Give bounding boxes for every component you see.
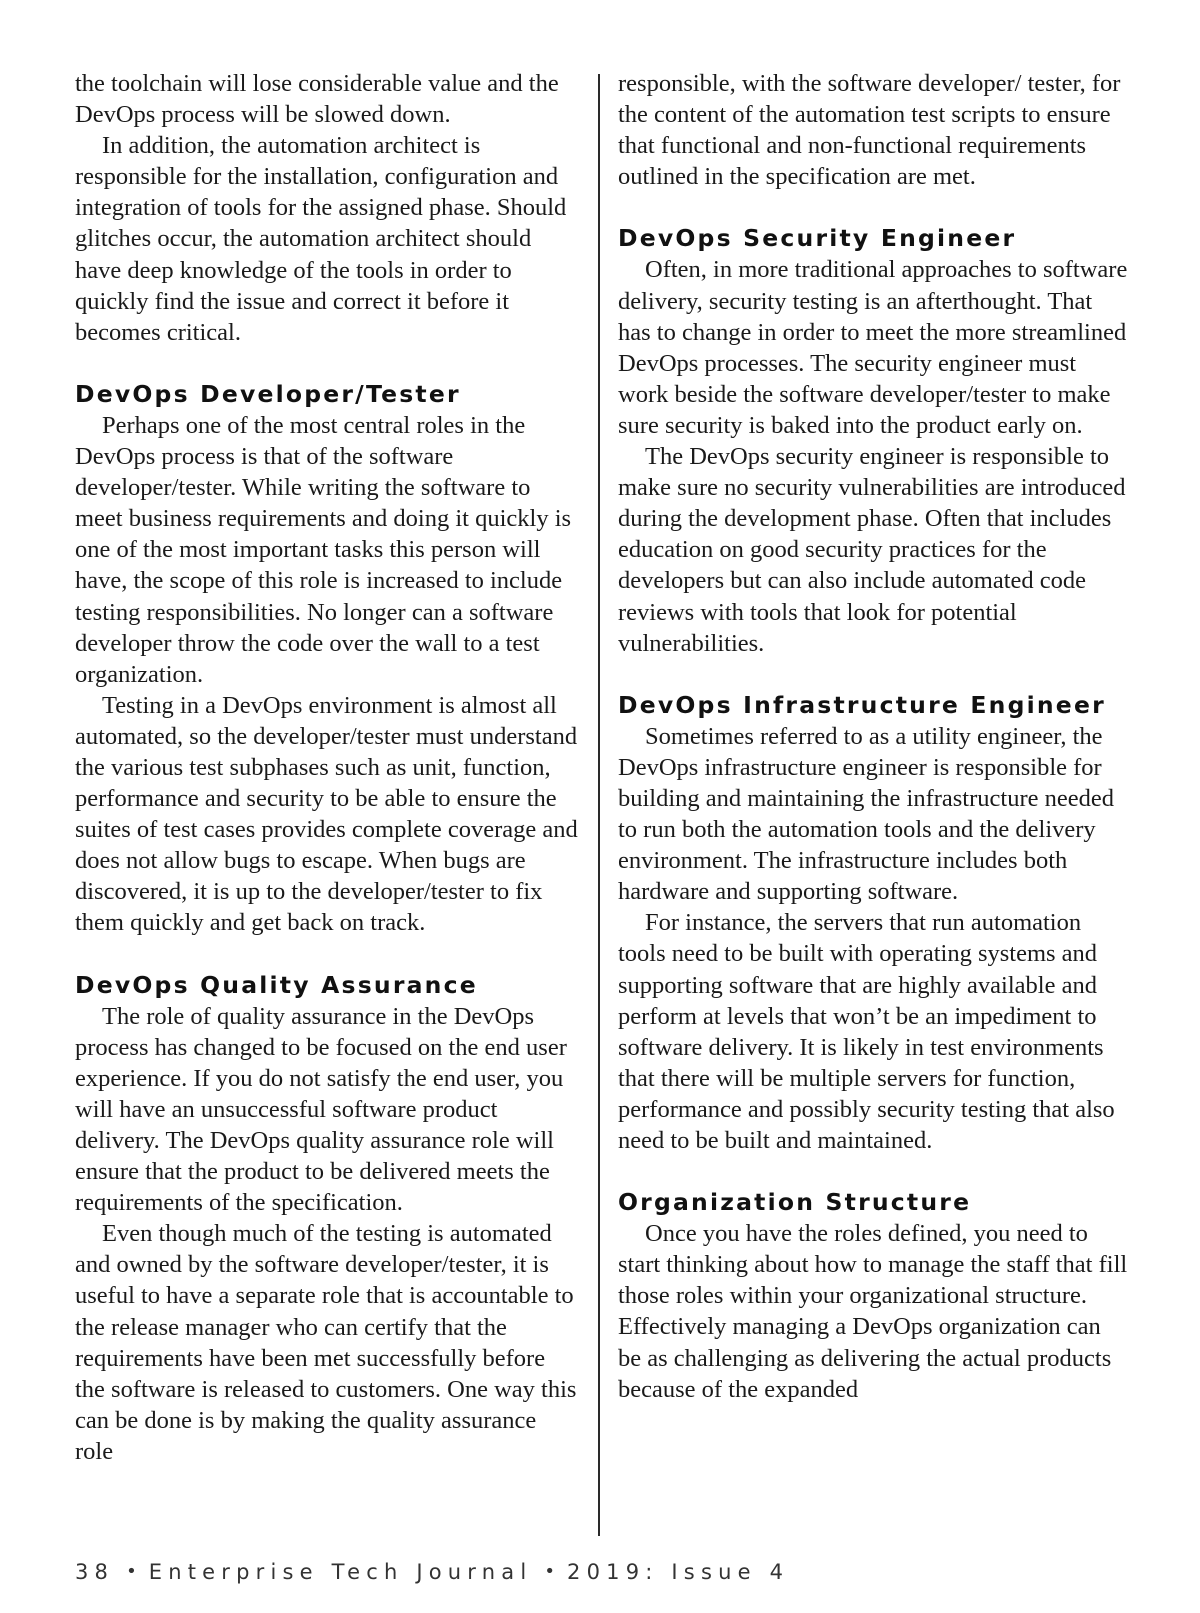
footer-bullet: • <box>126 1561 137 1582</box>
paragraph-continued-right: responsible, with the software developer/ tester, for the content of the automation test scripts to ensure that functional and non-functional requirements outlined in the specification are met. <box>618 70 1121 191</box>
right-column <box>618 68 1128 1405</box>
issue-label: 2019: Issue 4 <box>567 1560 790 1584</box>
heading-infrastructure-engineer: DevOps Infrastructure Engineer <box>618 690 1106 719</box>
paragraph-developer-2: Testing in a DevOps environment is almost all automated, so the developer/tester must understand the various test subphases such as unit, function, performance and security to be able to ensure the suites of test cases provides complete coverage and does not allow bugs to escape. When bugs are discovered, it is up to the developer/tester to fix them quickly and get back on track. <box>75 691 578 937</box>
paragraph-automation-architect: In addition, the automation architect is responsible for the installation, configuration and integration of tools for the assigned phase. Should glitches occur, the automation architect should have deep knowledge of the tools in order to quickly find the issue and correct it before it becomes critical. <box>75 132 567 346</box>
page-footer <box>75 1560 789 1584</box>
heading-quality-assurance: DevOps Quality Assurance <box>75 970 478 999</box>
publication-name: Enterprise Tech Journal <box>148 1560 533 1584</box>
paragraph-continued: the toolchain will lose considerable value and the DevOps process will be slowed down. <box>75 70 559 129</box>
heading-organization-structure: Organization Structure <box>618 1188 972 1217</box>
heading-developer-tester: DevOps Developer/Tester <box>75 379 461 408</box>
paragraph-developer-1: Perhaps one of the most central roles in the DevOps process is that of the software developer/tester. While writing the software to meet business requirements and doing it quickly is one of the most important tasks this person will have, the scope of this role is increased to include testing responsibilities. No longer can a software developer throw the code over the wall to a test organization. <box>75 411 572 688</box>
paragraph-infrastructure-2: For instance, the servers that run automation tools need to be built with operating systems and supporting software that are highly available and perform at levels that won’t be an impediment to software delivery. It is likely in test environments that there will be multiple servers for function, performance and possibly security testing that also need to be built and maintained. <box>618 909 1115 1154</box>
paragraph-security-2: The DevOps security engineer is responsible to make sure no security vulnerabilities are introduced during the development phase. Often that includes education on good security practices for the developers but can also include automated code reviews with tools that look for potential vulnerabilities. <box>618 443 1126 657</box>
paragraph-infrastructure-1: Sometimes referred to as a utility engineer, the DevOps infrastructure engineer is responsible for building and maintaining the infrastructure needed to run both the automation tools and the delivery environment. The infrastructure includes both hardware and supporting software. <box>618 722 1114 906</box>
paragraph-qa-1: The role of quality assurance in the DevOps process has changed to be focused on the end user experience. If you do not satisfy the end user, you will have an unsuccessful software product delivery. The DevOps quality assurance role will ensure that the product to be delivered meets the requirements of the specification. <box>75 1002 567 1217</box>
paragraph-qa-2: Even though much of the testing is automated and owned by the software developer/tester, it is useful to have a separate role that is accountable to the release manager who can certify that the requirements have been met successfully before the software is released to customers. One way this can be done is by making the quality assurance role <box>75 1220 577 1465</box>
heading-security-engineer: DevOps Security Engineer <box>618 224 1017 253</box>
left-column <box>75 68 580 1467</box>
page-number: 38 <box>75 1560 115 1584</box>
paragraph-security-1: Often, in more traditional approaches to software delivery, security testing is an afterthought. That has to change in order to meet the more streamlined DevOps processes. The security engineer must work beside the software developer/tester to make sure security is baked into the product early on. <box>618 256 1128 439</box>
paragraph-organization-1: Once you have the roles defined, you need to start thinking about how to manage the staff that fill those roles within your organizational structure. Effectively managing a DevOps organization can be as challenging as delivering the actual products because of the expanded <box>618 1220 1128 1403</box>
column-divider <box>598 74 600 1536</box>
footer-bullet: • <box>544 1561 556 1582</box>
